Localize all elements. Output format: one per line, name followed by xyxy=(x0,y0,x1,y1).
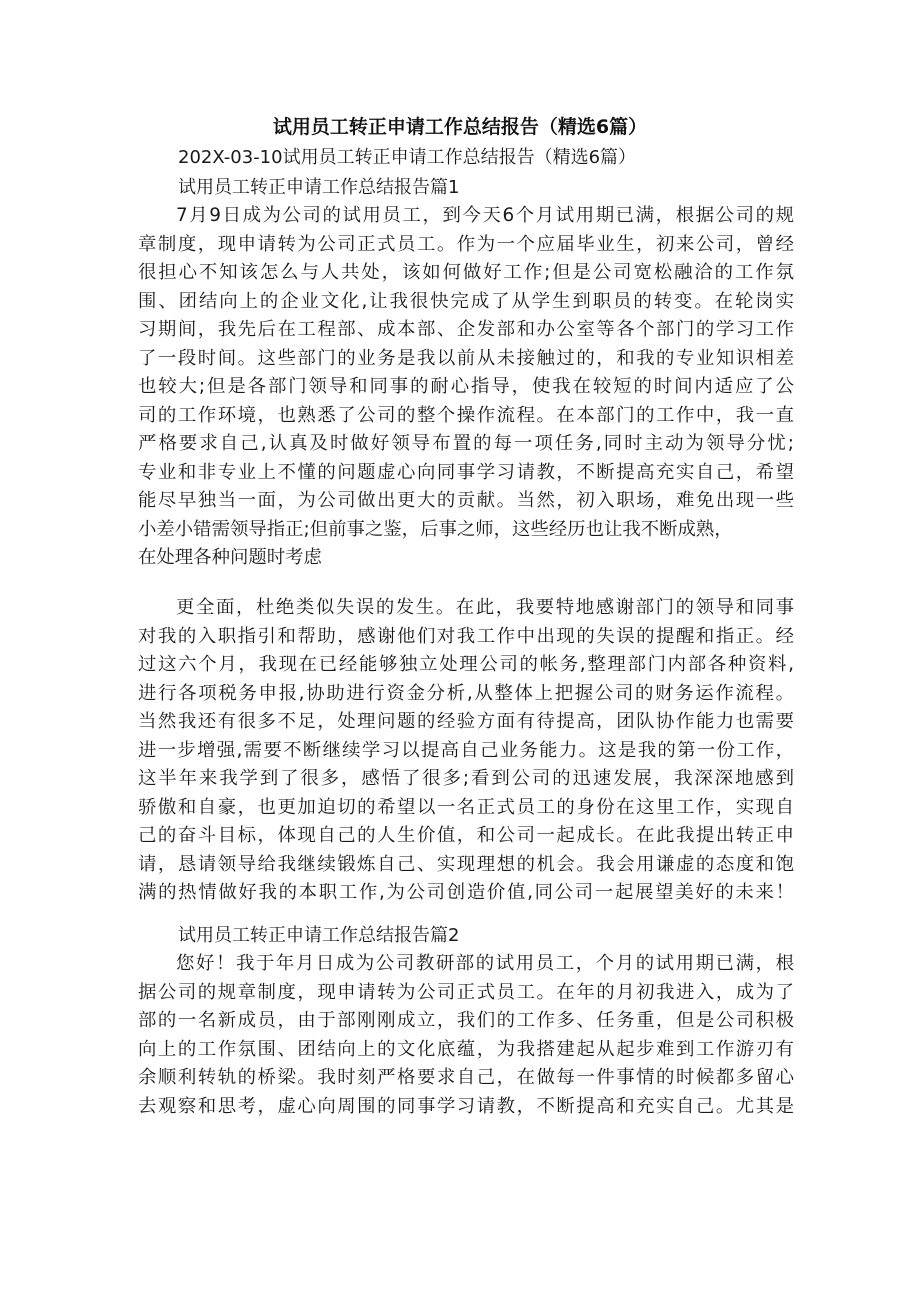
paragraph-line: 在处理各种问题时考虑 xyxy=(138,547,322,568)
paragraph-line: 去观察和思考，虚心向周围的同事学习请教，不断提高和充实自己。尤其是 xyxy=(138,1095,794,1117)
paragraph-2 xyxy=(138,594,794,908)
paragraph-line: 部的一名新成员，由于部刚刚成立，我们的工作多、任务重，但是公司积极 xyxy=(138,1010,794,1031)
paragraph-line: 小差小错需领导指正;但前事之鉴，后事之师，这些经历也让我不断成熟， xyxy=(138,518,733,540)
paragraph-line: 骄傲和自豪，也更加迫切的希望以一名正式员工的身份在这里工作，实现自 xyxy=(138,796,794,818)
paragraph-line: 严格要求自己,认真及时做好领导布置的每一项任务,同时主动为领导分忧; xyxy=(138,433,794,454)
paragraph-line: 司的工作环境，也熟悉了公司的整个操作流程。在本部门的工作中，我一直 xyxy=(138,404,794,426)
paragraph-line: 满的热情做好我的本职工作,为公司创造价值,同公司一起展望美好的未来！ xyxy=(138,882,794,903)
paragraph-3 xyxy=(138,950,794,1121)
paragraph-line: 围、团结向上的企业文化,让我很快完成了从学生到职员的转变。在轮岗实 xyxy=(138,290,794,312)
paragraph-line: 章制度，现申请转为公司正式员工。作为一个应届毕业生，初来公司，曾经 xyxy=(138,233,794,255)
paragraph-line: 己的奋斗目标，体现自己的人生价值，和公司一起成长。在此我提出转正申 xyxy=(138,825,794,846)
paragraph-line: 请，恳请领导给我继续锻炼自己、实现理想的机会。我会用谦虚的态度和饱 xyxy=(138,853,794,875)
paragraph-line: 向上的工作氛围、团结向上的文化底蕴，为我搭建起从起步难到工作游刃有 xyxy=(138,1038,794,1060)
paragraph-line: 更全面，杜绝类似失误的发生。在此，我要特地感谢部门的领导和同事 xyxy=(176,597,794,618)
paragraph-line: 了一段时间。这些部门的业务是我以前从未接触过的，和我的专业知识相差 xyxy=(138,347,794,369)
paragraph-line: 能尽早独当一面，为公司做出更大的贡献。当然，初入职场，难免出现一些 xyxy=(138,490,794,511)
section-heading-2: 试用员工转正申请工作总结报告篇2 xyxy=(178,925,460,946)
paragraph-line: 据公司的规章制度，现申请转为公司正式员工。在年的月初我进入，成为了 xyxy=(138,981,794,1003)
paragraph-line: 进一步增强,需要不断继续学习以提高自己业务能力。这是我的第一份工作， xyxy=(138,739,794,761)
document-subtitle: 202X-03-10试用员工转正申请工作总结报告（精选6篇） xyxy=(178,147,637,168)
document-title: 试用员工转正申请工作总结报告（精选6篇） xyxy=(272,116,648,138)
paragraph-line: 也较大;但是各部门领导和同事的耐心指导，使我在较短的时间内适应了公 xyxy=(138,376,794,397)
paragraph-line: 习期间，我先后在工程部、成本部、企发部和办公室等各个部门的学习工作 xyxy=(138,319,794,340)
paragraph-line: 当然我还有很多不足，处理问题的经验方面有待提高，团队协作能力也需要 xyxy=(138,711,794,732)
paragraph-line: 这半年来我学到了很多，感悟了很多;看到公司的迅速发展，我深深地感到 xyxy=(138,768,794,789)
paragraph-1 xyxy=(138,202,794,573)
paragraph-line: 专业和非专业上不懂的问题虚心向同事学习请教，不断提高充实自己，希望 xyxy=(138,461,794,483)
paragraph-line: 您好！我于年月日成为公司教研部的试用员工，个月的试用期已满，根 xyxy=(176,953,794,974)
paragraph-line: 对我的入职指引和帮助，感谢他们对我工作中出现的失误的提醒和指正。经 xyxy=(138,625,794,647)
paragraph-line: 7月9日成为公司的试用员工，到今天6个月试用期已满，根据公司的规 xyxy=(176,205,794,226)
paragraph-line: 余顺利转轨的桥梁。我时刻严格要求自己，在做每一件事情的时候都多留心 xyxy=(138,1067,794,1088)
paragraph-line: 进行各项税务申报,协助进行资金分析,从整体上把握公司的财务运作流程。 xyxy=(138,682,794,704)
section-heading-1: 试用员工转正申请工作总结报告篇1 xyxy=(178,177,460,198)
paragraph-line: 过这六个月，我现在已经能够独立处理公司的帐务,整理部门内部各种资料, xyxy=(138,654,794,675)
paragraph-line: 很担心不知该怎么与人共处，该如何做好工作;但是公司宽松融洽的工作氛 xyxy=(138,262,794,283)
